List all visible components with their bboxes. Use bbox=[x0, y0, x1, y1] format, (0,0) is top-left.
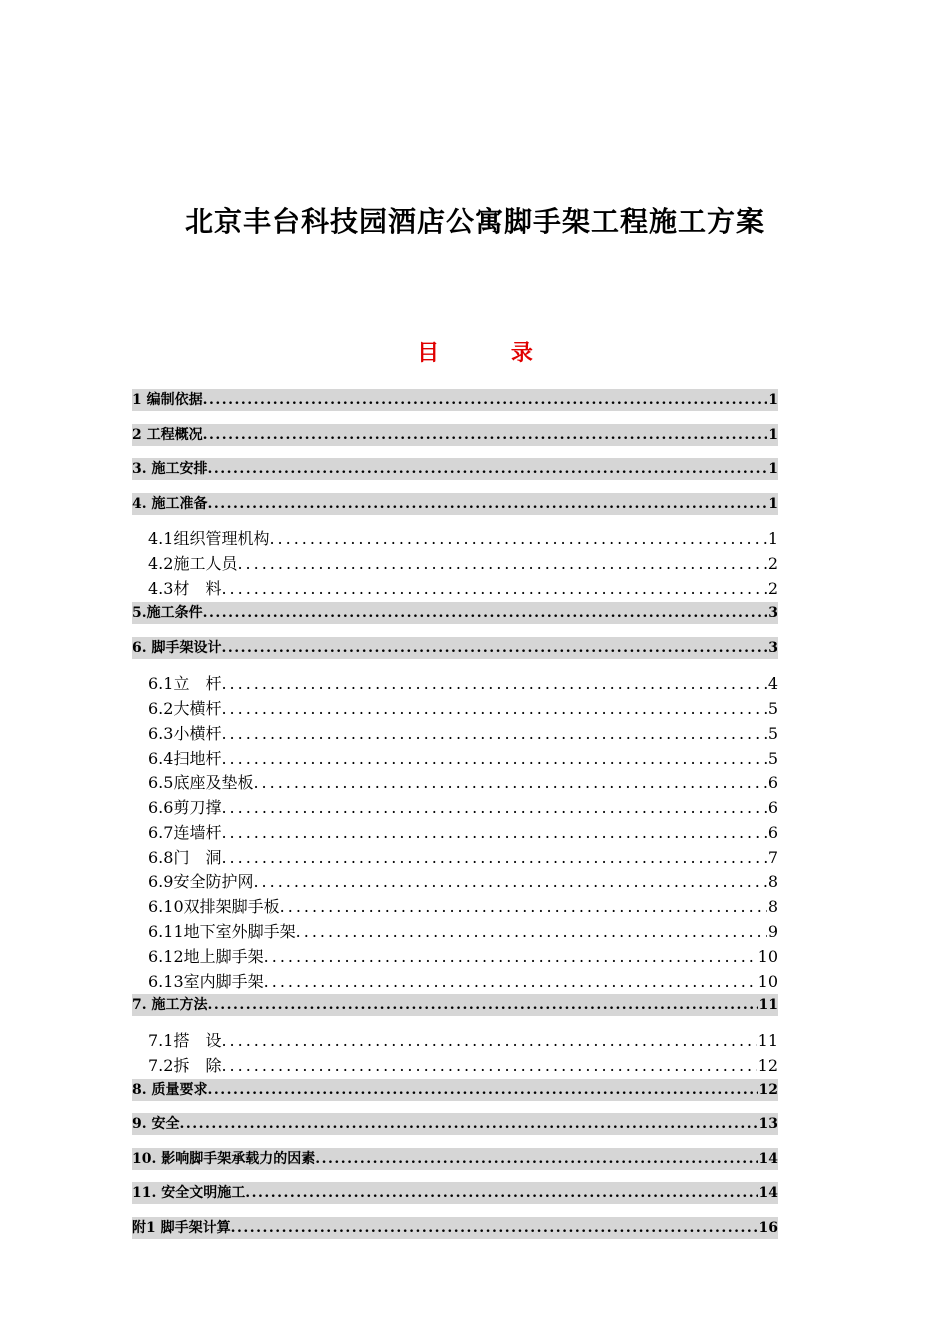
toc-dot-leader bbox=[221, 747, 766, 771]
toc-entry[interactable] bbox=[132, 994, 778, 1016]
toc-entry-label: 7.2拆 除 bbox=[148, 1056, 222, 1075]
toc-entry-label: 9. 安全 bbox=[132, 1116, 180, 1132]
toc-entry[interactable] bbox=[132, 1148, 778, 1170]
toc-page-number: 8 bbox=[767, 872, 778, 891]
toc-page-number: 16 bbox=[758, 1220, 778, 1236]
toc-page-number: 2 bbox=[767, 579, 778, 598]
toc-subentry[interactable] bbox=[132, 527, 778, 551]
toc-page-number: 1 bbox=[768, 392, 778, 408]
toc-page-number: 1 bbox=[768, 461, 778, 477]
toc-dot-leader bbox=[203, 389, 768, 411]
toc-subentry[interactable] bbox=[132, 722, 778, 746]
toc-dot-leader bbox=[237, 552, 766, 576]
toc-entry[interactable] bbox=[132, 424, 778, 446]
toc-entry-label: 1 编制依据 bbox=[132, 392, 203, 408]
document-title: 北京丰台科技园酒店公寓脚手架工程施工方案 bbox=[184, 205, 765, 238]
toc-entry-label: 6.1立 杆 bbox=[148, 674, 222, 693]
toc-entry[interactable] bbox=[132, 1182, 778, 1204]
toc-entry-label: 10. 影响脚手架承载力的因素 bbox=[132, 1151, 316, 1167]
toc-page-number: 13 bbox=[758, 1116, 778, 1132]
toc-dot-leader bbox=[221, 821, 766, 845]
toc-page-number: 14 bbox=[758, 1151, 778, 1167]
toc-subentry[interactable] bbox=[132, 552, 778, 576]
toc-subentry[interactable] bbox=[132, 1054, 778, 1078]
toc-dot-leader bbox=[296, 920, 767, 944]
toc-entry-label: 6.8门 洞 bbox=[148, 848, 222, 867]
toc-entry-label: 6.7连墙杆 bbox=[148, 823, 222, 842]
toc-page-number: 11 bbox=[758, 997, 778, 1013]
toc-dot-leader bbox=[269, 527, 766, 551]
toc-entry-label: 2 工程概况 bbox=[132, 427, 203, 443]
toc-dot-leader bbox=[208, 493, 768, 515]
toc-dot-leader bbox=[221, 697, 766, 721]
toc-dot-leader bbox=[208, 458, 768, 480]
toc-page-number: 2 bbox=[767, 554, 778, 573]
toc-page-number: 3 bbox=[768, 640, 778, 656]
toc-entry[interactable] bbox=[132, 1113, 778, 1135]
toc-subentry[interactable] bbox=[132, 796, 778, 820]
toc-page-number: 10 bbox=[757, 947, 778, 966]
toc-page-number: 1 bbox=[768, 496, 778, 512]
toc-dot-leader bbox=[253, 870, 766, 894]
toc-entry-label: 4. 施工准备 bbox=[132, 496, 208, 512]
toc-page-number: 11 bbox=[757, 1031, 778, 1050]
toc-subentry[interactable] bbox=[132, 895, 778, 919]
toc-dot-leader bbox=[221, 1029, 756, 1053]
toc-subentry[interactable] bbox=[132, 870, 778, 894]
toc-dot-leader bbox=[221, 796, 766, 820]
toc-entry-label: 6.3小横杆 bbox=[148, 724, 222, 743]
toc-page-number: 4 bbox=[767, 674, 778, 693]
toc-subentry[interactable] bbox=[132, 747, 778, 771]
toc-subentry[interactable] bbox=[132, 1029, 778, 1053]
toc-dot-leader bbox=[221, 672, 766, 696]
toc-entry-label: 4.3材 料 bbox=[148, 579, 222, 598]
toc-subentry[interactable] bbox=[132, 945, 778, 969]
toc-entry-label: 7. 施工方法 bbox=[132, 997, 208, 1013]
toc-entry-label: 附1 脚手架计算 bbox=[132, 1220, 231, 1236]
toc-entry-label: 6.12地上脚手架 bbox=[148, 947, 264, 966]
toc-entry-label: 6.5底座及垫板 bbox=[148, 773, 254, 792]
toc-entry-label: 6.13室内脚手架 bbox=[148, 972, 264, 991]
toc-page-number: 6 bbox=[767, 798, 778, 817]
toc-dot-leader bbox=[208, 1079, 758, 1101]
toc-dot-leader bbox=[315, 1148, 757, 1170]
toc-page-number: 5 bbox=[767, 699, 778, 718]
toc-dot-leader bbox=[245, 1182, 757, 1204]
toc-subentry[interactable] bbox=[132, 846, 778, 870]
toc-entry[interactable] bbox=[132, 458, 778, 480]
toc-entry-label: 11. 安全文明施工 bbox=[132, 1185, 246, 1201]
toc-dot-leader bbox=[203, 602, 768, 624]
toc-entry-label: 6.2大横杆 bbox=[148, 699, 222, 718]
toc-entry-label: 6.11地下室外脚手架 bbox=[148, 922, 296, 941]
toc-entry-label: 3. 施工安排 bbox=[132, 461, 208, 477]
toc-page-number: 5 bbox=[767, 749, 778, 768]
toc-entry-label: 6.10双排架脚手板 bbox=[148, 897, 280, 916]
toc-entry-label: 6.4扫地杆 bbox=[148, 749, 222, 768]
toc-page-number: 3 bbox=[768, 605, 778, 621]
toc-page-number: 8 bbox=[767, 897, 778, 916]
toc-subentry[interactable] bbox=[132, 672, 778, 696]
toc-dot-leader bbox=[180, 1113, 758, 1135]
toc-dot-leader bbox=[280, 895, 767, 919]
toc-entry[interactable] bbox=[132, 493, 778, 515]
toc-entry-label: 6.6剪刀撑 bbox=[148, 798, 222, 817]
toc-subentry[interactable] bbox=[132, 970, 778, 994]
toc-entry-label: 6. 脚手架设计 bbox=[132, 640, 222, 656]
toc-heading-char-1: 目 bbox=[417, 340, 440, 366]
toc-page-number: 7 bbox=[767, 848, 778, 867]
toc-subentry[interactable] bbox=[132, 920, 778, 944]
toc-page-number: 6 bbox=[767, 773, 778, 792]
toc-page-number: 1 bbox=[767, 529, 778, 548]
toc-subentry[interactable] bbox=[132, 821, 778, 845]
toc-page-number: 14 bbox=[758, 1185, 778, 1201]
toc-page-number: 1 bbox=[768, 427, 778, 443]
toc-entry[interactable] bbox=[132, 1079, 778, 1101]
toc-dot-leader bbox=[222, 637, 768, 659]
toc-subentry[interactable] bbox=[132, 697, 778, 721]
toc-entry[interactable] bbox=[132, 1217, 778, 1239]
toc-dot-leader bbox=[264, 945, 757, 969]
toc-dot-leader bbox=[231, 1217, 758, 1239]
toc-subentry[interactable] bbox=[132, 577, 778, 601]
toc-dot-leader bbox=[253, 771, 766, 795]
toc-entry[interactable] bbox=[132, 602, 778, 624]
toc-entry[interactable] bbox=[132, 637, 778, 659]
toc-dot-leader bbox=[221, 722, 766, 746]
toc-dot-leader bbox=[203, 424, 768, 446]
toc-page-number: 10 bbox=[757, 972, 778, 991]
toc-dot-leader bbox=[208, 994, 758, 1016]
toc-entry-label: 6.9安全防护网 bbox=[148, 872, 254, 891]
toc-page-number: 9 bbox=[767, 922, 778, 941]
toc-entry-label: 8. 质量要求 bbox=[132, 1082, 208, 1098]
toc-heading bbox=[0, 336, 950, 367]
toc-heading-char-2: 录 bbox=[510, 340, 533, 366]
toc-page-number: 12 bbox=[758, 1082, 778, 1098]
toc-dot-leader bbox=[221, 1054, 756, 1078]
toc-entry-label: 5.施工条件 bbox=[132, 605, 203, 621]
toc-dot-leader bbox=[221, 577, 766, 601]
toc-entry[interactable] bbox=[132, 389, 778, 411]
toc-entry-label: 4.2施工人员 bbox=[148, 554, 238, 573]
toc-page-number: 12 bbox=[757, 1056, 778, 1075]
toc-entry-label: 4.1组织管理机构 bbox=[148, 529, 270, 548]
toc-subentry[interactable] bbox=[132, 771, 778, 795]
toc-page-number: 5 bbox=[767, 724, 778, 743]
toc-dot-leader bbox=[221, 846, 766, 870]
toc-dot-leader bbox=[264, 970, 757, 994]
toc-entry-label: 7.1搭 设 bbox=[148, 1031, 222, 1050]
toc-page-number: 6 bbox=[767, 823, 778, 842]
